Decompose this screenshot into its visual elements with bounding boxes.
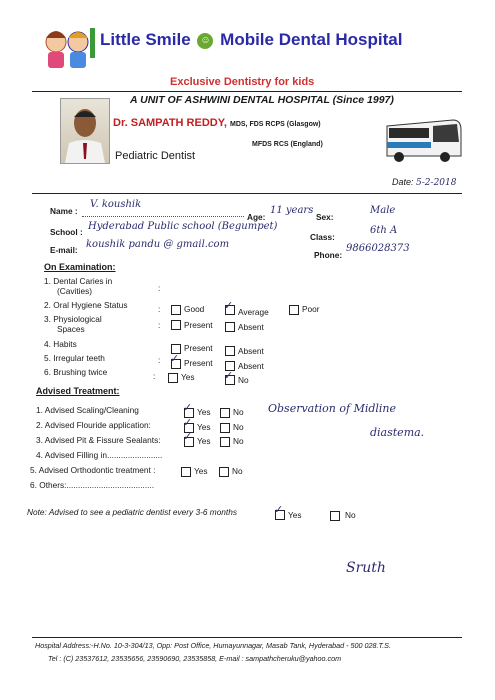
- note-yes-label: Yes: [288, 510, 302, 520]
- date-rule: [32, 193, 462, 194]
- examination-heading: On Examination:: [44, 262, 116, 272]
- absent-label: Absent: [238, 361, 264, 371]
- colon: :: [158, 355, 161, 365]
- signature: Sruth: [346, 560, 386, 576]
- footer-address: Hospital Address:-H.No. 10-3-304/13, Opp: Post Office, Humayunnagar, Masab Tank, Hyderabad - 500 028.T.S.: [35, 641, 391, 650]
- poor-label: Poor: [302, 304, 320, 314]
- colon: :: [158, 304, 161, 314]
- flouride-no-checkbox[interactable]: [220, 423, 230, 433]
- age-label: Age:: [247, 212, 266, 222]
- patient-name: V. koushik: [90, 199, 142, 210]
- patient-class: 6th A: [370, 225, 398, 236]
- mobile-bus-icon: [383, 112, 465, 166]
- note-no-checkbox[interactable]: [330, 511, 340, 521]
- exam-item-spaces: 3. Physiological Spaces: [44, 314, 102, 334]
- colon: :: [158, 320, 161, 330]
- no-label: No: [233, 436, 244, 446]
- specialty: Pediatric Dentist: [115, 150, 196, 162]
- spaces-absent-checkbox[interactable]: [225, 322, 235, 332]
- yes-label: Yes: [197, 422, 211, 432]
- sex-label: Sex:: [316, 212, 334, 222]
- patient-school: Hyderabad Public school (Begumpet): [88, 221, 278, 232]
- hospital-title: Little Smile ☺ Mobile Dental Hospital: [100, 30, 403, 49]
- phone-label: Phone:: [314, 250, 343, 260]
- doctor-degrees-2: MFDS RCS (England): [252, 141, 323, 148]
- note-no-label: No: [345, 510, 356, 520]
- good-label: Good: [184, 304, 205, 314]
- habits-absent-checkbox[interactable]: [225, 346, 235, 356]
- unit-line: A UNIT OF ASHWINI DENTAL HOSPITAL (Since 1997): [130, 94, 394, 106]
- school-label: School :: [50, 227, 83, 237]
- check-mark-icon: ✓: [170, 352, 180, 365]
- absent-label: Absent: [238, 322, 264, 332]
- yes-label: Yes: [181, 372, 195, 382]
- doctor-degrees: MDS, FDS RCPS (Glasgow): [230, 121, 321, 128]
- colon: :: [153, 371, 156, 381]
- present-label: Present: [184, 343, 213, 353]
- footer-contact: Tel : (C) 23537612, 23535656, 23590690, 23535858, E-mail : sampathcheruku@yahoo.com: [48, 654, 342, 663]
- check-mark-icon: ✓: [224, 369, 234, 382]
- good-checkbox[interactable]: [171, 305, 181, 315]
- email-label: E-mail:: [50, 245, 78, 255]
- check-mark-icon: ✓: [183, 430, 193, 443]
- patient-age: 11 years: [270, 205, 314, 216]
- advised-item-orthodontic: 5. Advised Orthodontic treatment :: [30, 465, 156, 475]
- date-field: Date: 5-2-2018: [392, 177, 457, 188]
- advised-item-scaling: 1. Advised Scaling/Cleaning: [36, 405, 139, 415]
- check-mark-icon: ✓: [224, 299, 234, 312]
- no-label: No: [233, 422, 244, 432]
- absent-label: Absent: [238, 346, 264, 356]
- sealants-no-checkbox[interactable]: [220, 437, 230, 447]
- present-label: Present: [184, 320, 213, 330]
- yes-label: Yes: [194, 466, 208, 476]
- exam-item-brushing: 6. Brushing twice: [44, 367, 108, 377]
- yes-label: Yes: [197, 407, 211, 417]
- brushing-yes-checkbox[interactable]: [168, 373, 178, 383]
- note-text: Note: Advised to see a pediatric dentist every 3-6 months: [27, 507, 237, 517]
- no-label: No: [232, 466, 243, 476]
- class-label: Class:: [310, 232, 335, 242]
- exam-item-habits: 4. Habits: [44, 339, 77, 349]
- exam-item-oral-hygiene: 2. Oral Hygiene Status: [44, 300, 128, 310]
- doctor-photo: [60, 98, 110, 164]
- advised-item-others: 6. Others:......................................: [30, 480, 155, 490]
- check-mark-icon: ✓: [274, 503, 284, 516]
- name-underline: [82, 216, 244, 217]
- exam-item-dental-caries: 1. Dental Caries in (Cavities): [44, 276, 113, 296]
- scaling-no-checkbox[interactable]: [220, 408, 230, 418]
- exam-item-irregular-teeth: 5. Irregular teeth: [44, 353, 105, 363]
- patient-sex: Male: [370, 205, 396, 216]
- doctor-name: Dr. SAMPATH REDDY,: [113, 117, 227, 129]
- no-label: No: [233, 407, 244, 417]
- spaces-present-checkbox[interactable]: [171, 320, 181, 330]
- advised-heading: Advised Treatment:: [36, 386, 120, 396]
- average-label: Average: [238, 307, 269, 317]
- no-label: No: [238, 375, 249, 385]
- advised-item-sealants: 3. Advised Pit & Fissure Sealants:: [36, 435, 161, 445]
- subtitle: Exclusive Dentistry for kids: [170, 76, 315, 88]
- ortho-no-checkbox[interactable]: [219, 467, 229, 477]
- poor-checkbox[interactable]: [289, 305, 299, 315]
- patient-phone: 9866028373: [346, 243, 410, 254]
- check-mark-icon: ✓: [183, 401, 193, 414]
- colon: :: [158, 283, 161, 293]
- advised-item-flouride: 2. Advised Flouride application:: [36, 420, 151, 430]
- kids-logo-icon: [40, 20, 100, 72]
- patient-email: koushik pandu @ gmail.com: [86, 239, 230, 250]
- present-label: Present: [184, 358, 213, 368]
- tooth-logo-icon: ☺: [197, 33, 213, 49]
- remark-line-2: diastema.: [370, 426, 425, 439]
- ortho-yes-checkbox[interactable]: [181, 467, 191, 477]
- remark-line-1: Observation of Midline: [268, 402, 397, 415]
- footer-rule: [32, 637, 462, 638]
- yes-label: Yes: [197, 436, 211, 446]
- header-rule: [32, 91, 462, 92]
- advised-item-filling: 4. Advised Filling in........................: [36, 450, 163, 460]
- name-label: Name :: [50, 206, 78, 216]
- check-mark-icon: ✓: [183, 416, 193, 429]
